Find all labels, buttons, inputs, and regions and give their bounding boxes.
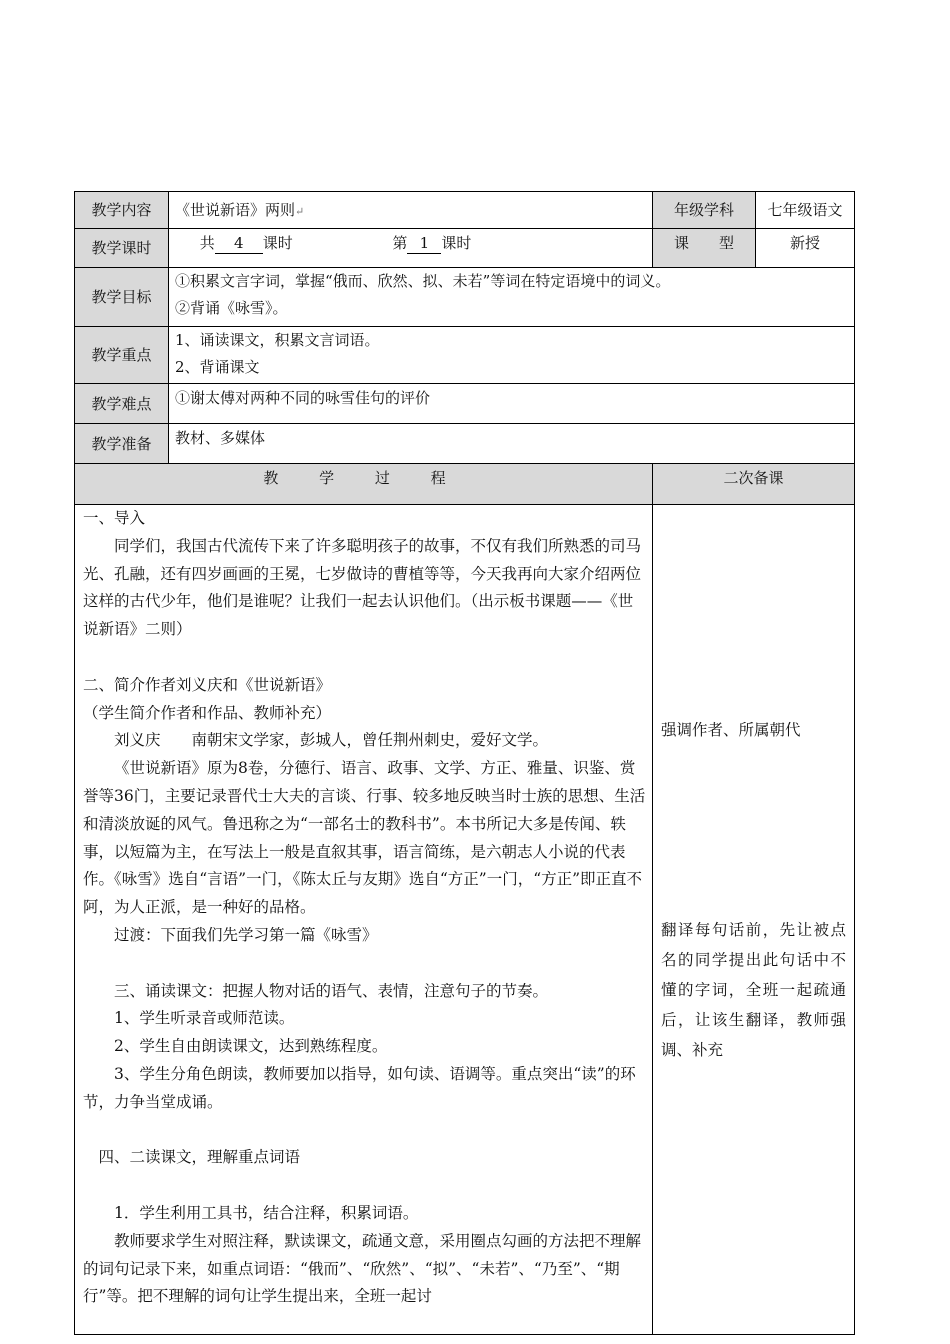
- paragraph: 3、学生分角色朗读，教师要加以指导，如句读、语调等。重点突出“读”的环节，力争当堂成诵。: [83, 1064, 636, 1111]
- difficulties-label: 教学难点: [75, 384, 169, 424]
- row-difficulties: [75, 384, 855, 424]
- key-point-line: 1、诵读课文，积累文言词语。: [175, 331, 380, 349]
- goal-line: ①积累文言字词，掌握“俄而、欣然、拟、未若”等词在特定语境中的词义。: [175, 272, 671, 290]
- key-points-label: 教学重点: [75, 327, 169, 384]
- hours-total-suffix: 课时: [262, 234, 293, 252]
- goals-label: 教学目标: [75, 268, 169, 327]
- row-process-header: [75, 464, 855, 505]
- paragraph: 刘义庆 南朝宋文学家，彭城人，曾任荆州刺史，爱好文学。: [114, 731, 549, 750]
- section-heading: 二、简介作者刘义庆和《世说新语》: [83, 675, 332, 694]
- notes-body-cell: [653, 505, 855, 1335]
- grade-label: 年级学科: [653, 192, 756, 229]
- notes-header: 二次备课: [653, 464, 855, 505]
- goals-cell: [169, 268, 855, 327]
- type-label: 课 型: [653, 229, 756, 268]
- goal-line: ②背诵《咏雪》。: [175, 299, 288, 317]
- process-header: 教 学 过 程: [75, 464, 653, 505]
- note-line: 翻译每句话前，先让被点名的同学提出此句话中不懂的字词，全班一起疏通后，让该生翻译，教师强调、补充: [661, 921, 846, 1059]
- hours-cell: [169, 229, 653, 268]
- paragraph: 2、学生自由朗读课文，达到熟练程度。: [114, 1037, 388, 1056]
- return-mark-icon: ↵: [295, 205, 305, 218]
- section-heading: 一、导入: [83, 509, 146, 527]
- paragraph: 同学们，我国古代流传下来了许多聪明孩子的故事，不仅有我们所熟悉的司马光、孔融，还有四岁画画的王冕，七岁做诗的曹植等等，今天我再向大家介绍两位这样的古代少年，他们是谁呢？让我们一起去认识他们。（出示板书课题——《世说新语》二则）: [83, 536, 642, 639]
- content-label: 教学内容: [75, 192, 169, 229]
- key-point-line: 2、背诵课文: [175, 358, 260, 376]
- paragraph: （学生简介作者和作品、教师补充）: [83, 703, 332, 722]
- paragraph: 1．学生利用工具书，结合注释，积累词语。: [114, 1203, 419, 1222]
- paragraph: 《世说新语》原为8卷，分德行、语言、政事、文学、方正、雅量、识鉴、赏誉等36门，主要记录晋代士大夫的言谈、行事、较多地反映当时士族的思想、生活和清淡放诞的风气。鲁迅称之为“一部名士的教科书”。本书所记大多是传闻、轶事，以短篇为主，在写法上一般是直叙其事，语言简练，是六朝志人小说的代表作。《咏雪》选自“言语”一门，《陈太丘与友期》选自“方正”一门，“方正”即正直不阿，为人正派，是一种好的品格。: [83, 759, 646, 917]
- preparation-value: 教材、多媒体: [169, 424, 855, 464]
- row-goals: [75, 268, 855, 327]
- process-body-cell: [75, 505, 653, 1335]
- lesson-title: 《世说新语》两则: [175, 201, 296, 219]
- row-process-body: [75, 505, 855, 1335]
- row-hours: [75, 229, 855, 268]
- section-heading: 四、二读课文，理解重点词语: [98, 1148, 301, 1167]
- notes-text: [653, 715, 854, 1065]
- hours-current-suffix: 课时: [441, 234, 472, 252]
- key-points-cell: [169, 327, 855, 384]
- row-content: [75, 192, 855, 229]
- hours-current-value: 1: [407, 233, 441, 254]
- process-text: [75, 505, 652, 1311]
- hours-current-prefix: 第: [392, 234, 408, 252]
- difficulty-line: ①谢太傅对两种不同的咏雪佳句的评价: [175, 389, 431, 407]
- lesson-plan-table: [74, 191, 855, 1335]
- hours-total-prefix: 共: [199, 234, 215, 252]
- paragraph: 过渡：下面我们先学习第一篇《咏雪》: [114, 925, 378, 944]
- preparation-label: 教学准备: [75, 424, 169, 464]
- type-value: 新授: [756, 229, 855, 268]
- difficulties-cell: [169, 384, 855, 424]
- content-value-cell: [169, 192, 653, 229]
- note-line: 强调作者、所属朝代: [661, 721, 801, 739]
- paragraph: 1、学生听录音或师范读。: [114, 1009, 295, 1028]
- row-preparation: [75, 424, 855, 464]
- section-heading: 三、诵读课文：把握人物对话的语气、表情，注意句子的节奏。: [114, 981, 549, 1000]
- hours-label: 教学课时: [75, 229, 169, 268]
- row-key-points: [75, 327, 855, 384]
- grade-value: 七年级语文: [756, 192, 855, 229]
- paragraph: 教师要求学生对照注释，默读课文，疏通文意，采用圈点勾画的方法把不理解的词句记录下来，如重点词语：“俄而”、“欣然”、“拟”、“未若”、“乃至”、“期行”等。把不理解的词句让学生提出来，全班一起讨: [83, 1231, 642, 1306]
- hours-total-value: 4: [215, 233, 263, 254]
